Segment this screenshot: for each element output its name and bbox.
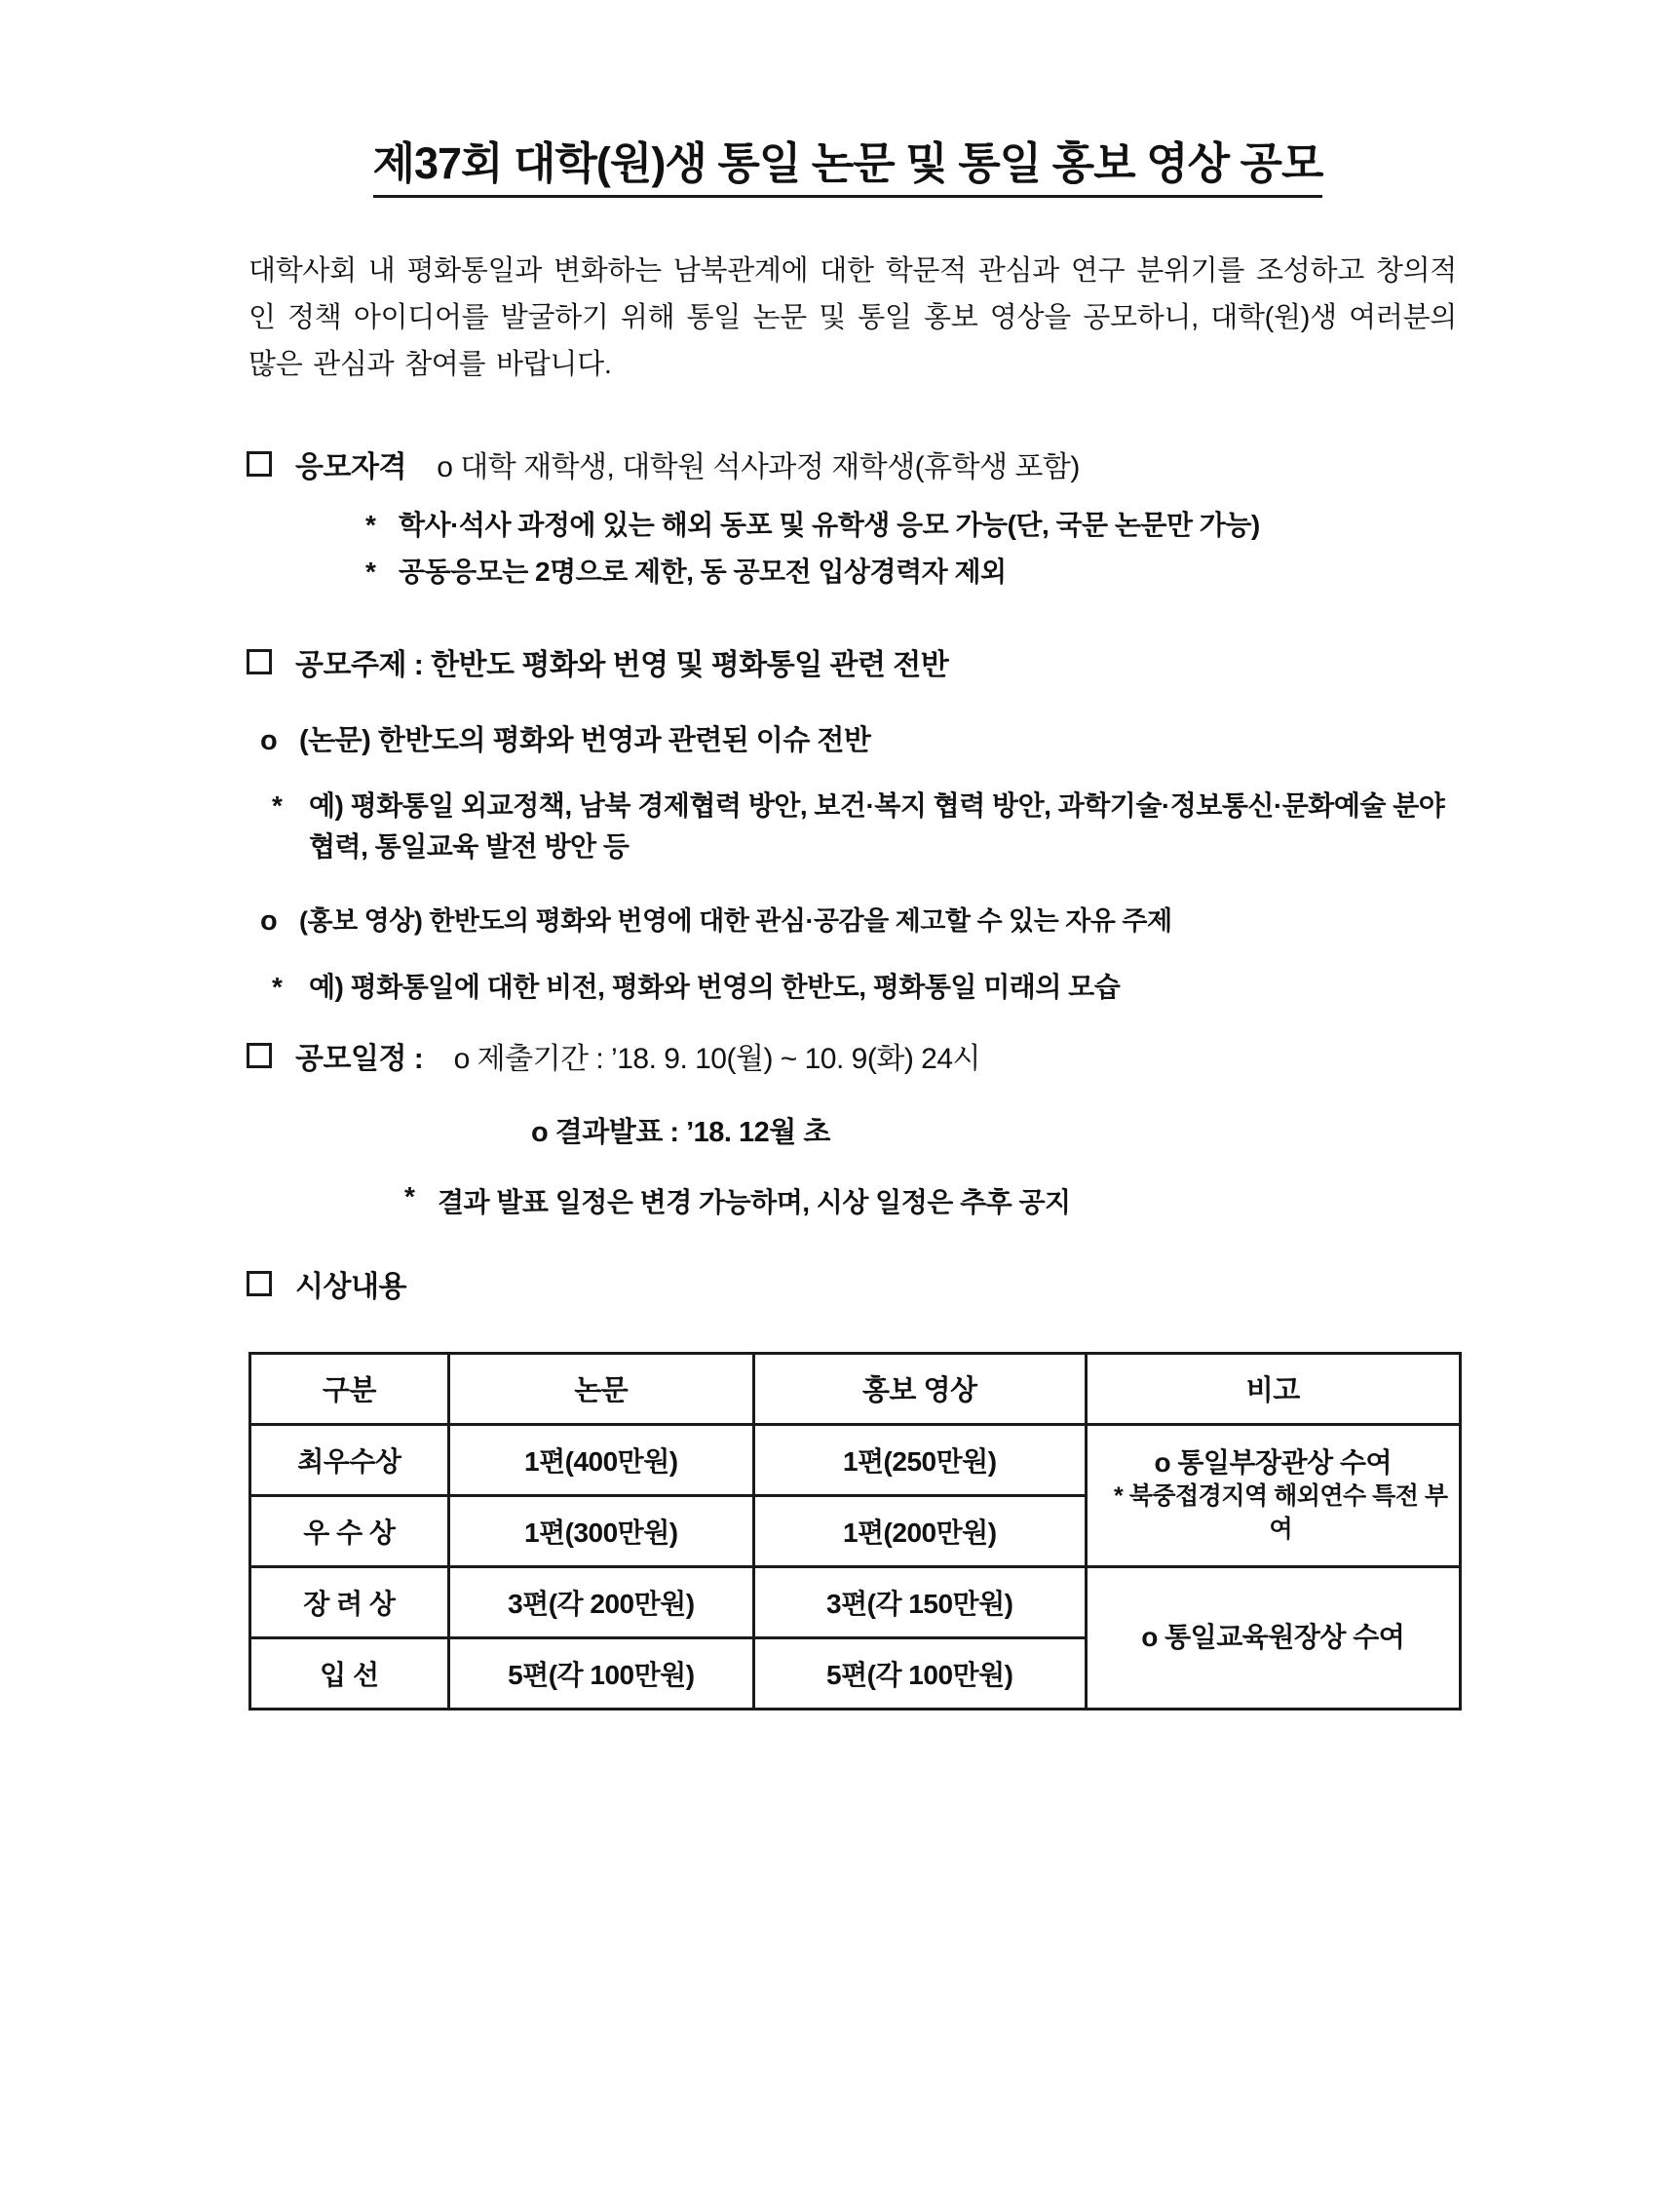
topic-item-1-text: (논문) 한반도의 평화와 번영과 관련된 이슈 전반 <box>299 724 871 756</box>
list-item <box>365 505 1457 546</box>
table-row <box>250 1566 1461 1637</box>
star-icon: * <box>404 1180 415 1211</box>
star-icon: * <box>365 556 376 587</box>
section-topic <box>239 643 1457 687</box>
eligibility-main-text: 대학 재학생, 대학원 석사과정 재학생(휴학생 포함) <box>460 450 1080 483</box>
header-note: 비고 <box>1086 1353 1460 1424</box>
row-1-paper: 1편(400만원) <box>448 1424 753 1495</box>
row-2-paper: 1편(300만원) <box>448 1495 753 1566</box>
star-icon: * <box>365 509 376 540</box>
o-bullet-icon: o <box>260 905 278 938</box>
topic-item-1 <box>260 720 1457 763</box>
prize-table-head <box>250 1353 1461 1424</box>
row-2-video: 1편(200만원) <box>753 1495 1086 1566</box>
schedule-result-o-mark: o <box>531 1116 549 1148</box>
section-schedule-label: 공모일정 : <box>295 1042 424 1075</box>
row-3-video: 3편(각 150만원) <box>753 1566 1086 1637</box>
schedule-o-mark: o <box>453 1042 470 1075</box>
note-top-cell <box>1086 1424 1460 1566</box>
section-eligibility-label: 응모자격 <box>295 450 406 483</box>
table-header-row <box>250 1353 1461 1424</box>
header-video: 홍보 영상 <box>753 1353 1086 1424</box>
topic-item-2-example <box>272 967 1457 1008</box>
eligibility-o-mark: o <box>437 450 453 483</box>
row-1-video: 1편(250만원) <box>753 1424 1086 1495</box>
schedule-result-line <box>531 1110 1457 1150</box>
section-prizes-label: 시상내용 <box>295 1270 406 1303</box>
note-top-sub-text: 북중접경지역 해외연수 특전 부여 <box>1128 1482 1448 1544</box>
schedule-note-line <box>404 1181 1457 1220</box>
checkbox-icon <box>247 1043 272 1068</box>
topic-item-2 <box>260 901 1457 943</box>
row-4-gubun: 입 선 <box>250 1637 449 1709</box>
topic-item-2-text: (홍보 영상) 한반도의 평화와 번영에 대한 관심·공감을 제고할 수 있는 자유 주제 <box>299 906 1172 937</box>
intro-paragraph: 대학사회 내 평화통일과 변화하는 남북관계에 대한 학문적 관심과 연구 분위기를 조성하고 창의적인 정책 아이디어를 발굴하기 위해 통일 논문 및 통일 홍보 영상을 공모하니, 대학(원)생 여러분의 많은 관심과 참여를 바랍니다. <box>248 255 1457 380</box>
note-top-main: o 통일부장관상 수여 <box>1154 1446 1393 1478</box>
checkbox-icon <box>247 1271 272 1296</box>
row-4-paper: 5편(각 100만원) <box>448 1637 753 1709</box>
topic-item-1-example-text: 예) 평화통일 외교정책, 남북 경제협력 방안, 보건·복지 협력 방안, 과학기술·정보통신·문화예술 분야 협력, 통일교육 발전 방안 등 <box>309 790 1445 863</box>
star-icon: * <box>1114 1482 1124 1511</box>
checkbox-icon <box>247 451 272 477</box>
row-1-gubun: 최우수상 <box>250 1424 449 1495</box>
row-2-gubun: 우 수 상 <box>250 1495 449 1566</box>
o-bullet-icon: o <box>260 724 278 756</box>
eligibility-note-2: 공동응모는 2명으로 제한, 동 공모전 입상경력자 제외 <box>399 556 1007 587</box>
topic-item-2-example-text: 예) 평화통일에 대한 비전, 평화와 번영의 한반도, 평화통일 미래의 모습 <box>309 971 1121 1002</box>
star-icon: * <box>272 971 283 1002</box>
prize-table-body <box>250 1424 1461 1709</box>
schedule-note-text: 결과 발표 일정은 변경 가능하며, 시상 일정은 추후 공지 <box>438 1186 1071 1217</box>
header-paper: 논문 <box>448 1353 753 1424</box>
title-container <box>239 136 1457 198</box>
note-top-sub <box>1091 1480 1455 1547</box>
note-bottom-cell: o 통일교육원장상 수여 <box>1086 1566 1460 1709</box>
header-gubun: 구분 <box>250 1353 449 1424</box>
section-eligibility <box>239 445 1457 489</box>
row-3-gubun: 장 려 상 <box>250 1566 449 1637</box>
table-row <box>250 1424 1461 1495</box>
star-icon: * <box>272 790 283 822</box>
section-prizes <box>239 1265 1457 1309</box>
eligibility-notes <box>365 505 1457 593</box>
topic-item-1-example <box>272 786 1457 867</box>
schedule-result-text: 결과발표 : ’18. 12월 초 <box>554 1116 830 1148</box>
section-schedule <box>239 1037 1457 1081</box>
checkbox-icon <box>247 649 272 674</box>
schedule-submission-text: 제출기간 : ’18. 9. 10(월) ~ 10. 9(화) 24시 <box>477 1042 980 1075</box>
document-content <box>239 136 1457 1711</box>
prize-table <box>248 1352 1462 1711</box>
section-topic-label: 공모주제 : 한반도 평화와 번영 및 평화통일 관련 전반 <box>295 648 949 681</box>
eligibility-note-1: 학사·석사 과정에 있는 해외 동포 및 유학생 응모 가능(단, 국문 논문만 가능) <box>399 509 1260 540</box>
list-item <box>365 552 1457 593</box>
row-3-paper: 3편(각 200만원) <box>448 1566 753 1637</box>
row-4-video: 5편(각 100만원) <box>753 1637 1086 1709</box>
page-title: 제37회 대학(원)생 통일 논문 및 통일 홍보 영상 공모 <box>373 136 1323 198</box>
